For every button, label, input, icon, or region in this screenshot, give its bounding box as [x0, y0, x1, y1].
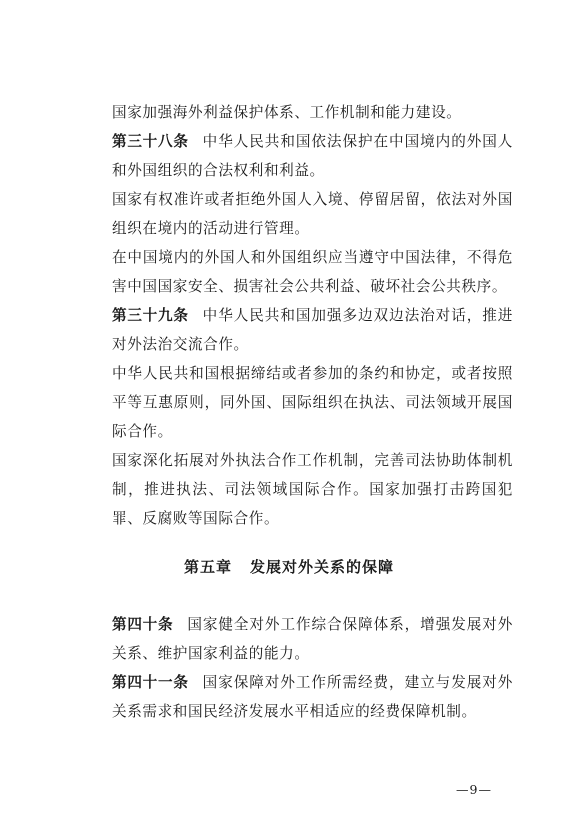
- chapter-heading: [0, 556, 578, 577]
- paragraph: [83, 98, 513, 127]
- paragraph: [83, 185, 513, 243]
- paragraph-text: 国家深化拓展对外执法合作工作机制，完善司法协助体制机制，推进执法、司法领域国际合作。国家加强打击跨国犯罪、反腐败等国际合作。: [112, 452, 513, 527]
- article-38: [83, 127, 513, 185]
- article-number: 第三十八条: [112, 133, 189, 150]
- chapter-title: 发展对外关系的保障: [250, 558, 395, 576]
- article-text: 国家保障对外工作所需经费，建立与发展对外关系需求和国民经济发展水平相适应的经费保障机制。: [112, 674, 513, 720]
- paragraph-text: 国家加强海外利益保护体系、工作机制和能力建设。: [112, 104, 462, 121]
- chapter-number: 第五章: [183, 558, 232, 576]
- paragraph-text: 中华人民共和国根据缔结或者参加的条约和协定，或者按照平等互惠原则，同外国、国际组织在执法、司法领域开展国际合作。: [112, 365, 513, 440]
- article-41: [83, 668, 513, 726]
- article-39: [83, 301, 513, 359]
- article-number: 第四十条: [112, 616, 174, 633]
- paragraph: [83, 446, 513, 533]
- article-number: 第四十一条: [112, 674, 189, 691]
- paragraph: [83, 359, 513, 446]
- article-40: [83, 610, 513, 668]
- article-text: 国家健全对外工作综合保障体系，增强发展对外关系、维护国家利益的能力。: [112, 616, 513, 662]
- article-number: 第三十九条: [112, 307, 189, 324]
- paragraph: [83, 243, 513, 301]
- article-text: 中华人民共和国加强多边双边法治对话，推进对外法治交流合作。: [112, 307, 513, 353]
- paragraph-text: 在中国境内的外国人和外国组织应当遵守中国法律，不得危害中国国家安全、损害社会公共利益、破坏社会公共秩序。: [112, 249, 513, 295]
- paragraph-text: 国家有权准许或者拒绝外国人入境、停留居留，依法对外国组织在境内的活动进行管理。: [112, 191, 513, 237]
- article-text: 中华人民共和国依法保护在中国境内的外国人和外国组织的合法权利和利益。: [112, 133, 513, 179]
- page-number: —9—: [456, 782, 492, 797]
